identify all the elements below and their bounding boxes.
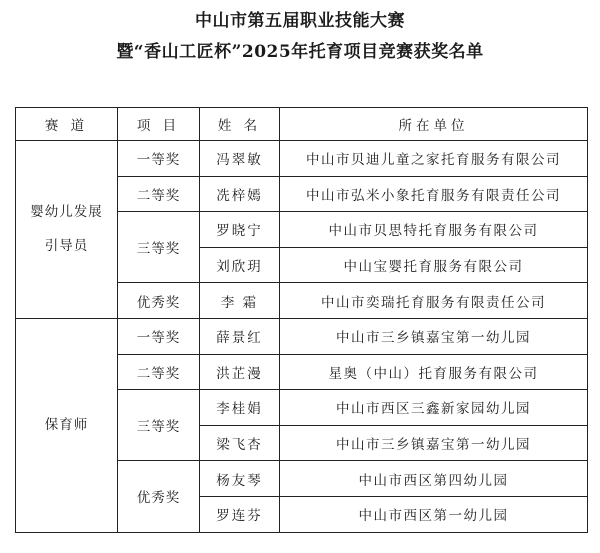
header-name: 姓 名 (200, 108, 280, 141)
award-cell: 一等奖 (118, 318, 200, 354)
name-cell: 罗连芬 (200, 496, 280, 532)
award-cell: 三等奖 (118, 212, 200, 283)
award-cell: 优秀奖 (118, 461, 200, 532)
name-cell: 刘欣玥 (200, 247, 280, 283)
unit-cell: 中山宝婴托育服务有限公司 (280, 247, 588, 283)
unit-cell: 中山市贝迪儿童之家托育服务有限公司 (280, 141, 588, 177)
unit-cell: 中山市贝思特托育服务有限公司 (280, 212, 588, 248)
track-label-line2: 引导员 (44, 238, 89, 255)
track-cell (16, 318, 118, 532)
table-header-row (16, 108, 588, 141)
name-cell: 梁飞杏 (200, 425, 280, 461)
unit-cell: 中山市弘米小象托育服务有限责任公司 (280, 176, 588, 212)
name-cell: 洪芷漫 (200, 354, 280, 390)
award-cell: 优秀奖 (118, 283, 200, 319)
table-row (16, 318, 588, 354)
award-cell: 一等奖 (118, 141, 200, 177)
unit-cell: 中山市三乡镇嘉宝第一幼儿园 (280, 425, 588, 461)
unit-cell: 星奥（中山）托育服务有限公司 (280, 354, 588, 390)
name-cell: 李 霜 (200, 283, 280, 319)
track-label-line1: 保育师 (44, 417, 89, 434)
header-unit: 所在单位 (280, 108, 588, 141)
award-cell: 三等奖 (118, 390, 200, 461)
award-table (15, 107, 588, 533)
unit-cell: 中山市奕瑞托育服务有限责任公司 (280, 283, 588, 319)
header-level: 项 目 (118, 108, 200, 141)
award-cell: 二等奖 (118, 354, 200, 390)
page-title: 中山市第五届职业技能大赛 (195, 11, 405, 31)
unit-cell: 中山市西区第一幼儿园 (280, 496, 588, 532)
unit-cell: 中山市西区第四幼儿园 (280, 461, 588, 497)
name-cell: 冯翠敏 (200, 141, 280, 177)
header-track: 赛 道 (16, 108, 118, 141)
page-subtitle: 暨“香山工匠杯”2025年托育项目竞赛获奖名单 (116, 42, 484, 62)
name-cell: 杨友琴 (200, 461, 280, 497)
track-label-line1: 婴幼儿发展 (30, 204, 103, 221)
table-row (16, 141, 588, 177)
track-cell (16, 141, 118, 319)
name-cell: 冼梓嫣 (200, 176, 280, 212)
unit-cell: 中山市三乡镇嘉宝第一幼儿园 (280, 318, 588, 354)
name-cell: 薛景红 (200, 318, 280, 354)
unit-cell: 中山市西区三鑫新家园幼儿园 (280, 390, 588, 426)
name-cell: 李桂娟 (200, 390, 280, 426)
name-cell: 罗晓宁 (200, 212, 280, 248)
award-cell: 二等奖 (118, 176, 200, 212)
